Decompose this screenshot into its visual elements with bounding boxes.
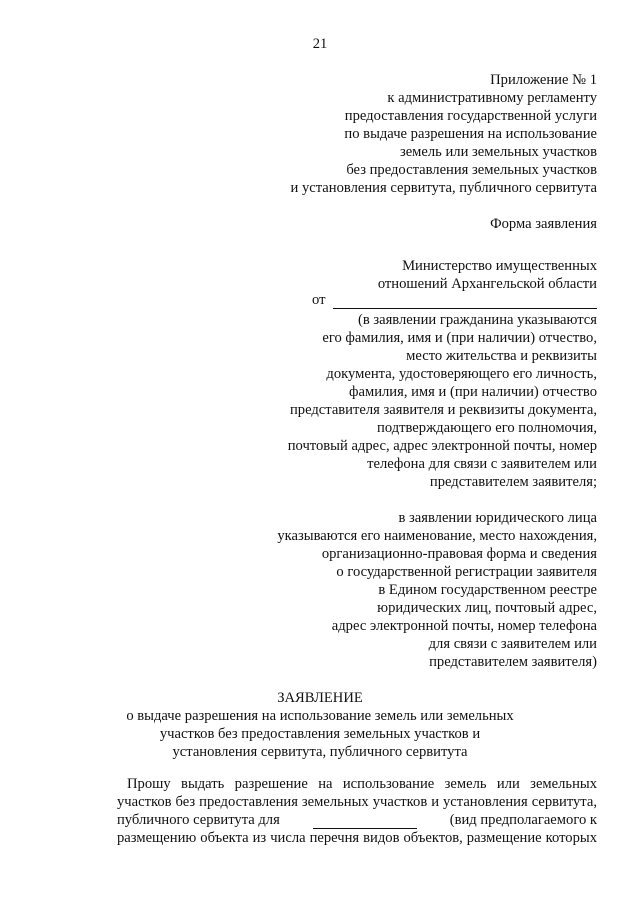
instruction-line: подтверждающего его полномочия, [377,420,597,436]
addressee-line: отношений Архангельской области [377,276,597,292]
instruction-line: указываются его наименование, место нахождения, [277,528,597,544]
subtitle-line: установления сервитута, публичного сервитута [172,744,468,760]
instruction-line: телефона для связи с заявителем или [367,456,597,472]
appendix-line: земель или земельных участков [399,144,597,160]
body-text: публичного сервитута для [117,812,280,828]
body-line [117,794,597,810]
document-title: ЗАЯВЛЕНИЕ [277,690,363,706]
instruction-line: организационно-правовая форма и сведения [321,546,597,562]
addressee-line: Министерство имущественных [402,258,597,274]
instruction-line: представителем заявителя; [429,474,597,490]
instruction-line: адрес электронной почты, номер телефона [331,618,597,634]
body-text: размещению объекта из числа перечня видов объектов, размещение которых [117,830,597,846]
instruction-line: представителя заявителя и реквизиты документа, [289,402,597,418]
body-text: Прошу выдать разрешение на использование земель или земельных [127,776,597,792]
instruction-line: юридических лиц, почтовый адрес, [377,600,597,616]
from-blank-line [333,292,597,309]
instruction-line: в заявлении юридического лица [398,510,597,526]
instruction-line: представителем заявителя) [429,654,597,670]
instruction-line: почтовый адрес, адрес электронной почты, номер [287,438,597,454]
body-text: (вид предполагаемого к [449,812,597,828]
subtitle-line: участков без предоставления земельных участков и [159,726,481,742]
instruction-line: фамилия, имя и (при наличии) отчество [349,384,597,400]
appendix-line: по выдаче разрешения на использование [344,126,597,142]
appendix-line: и установления сервитута, публичного сервитута [290,180,597,196]
instruction-line: место жительства и реквизиты [406,348,597,364]
body-line [117,830,597,846]
body-line [117,776,597,792]
instruction-line: (в заявлении гражданина указываются [357,312,597,328]
purpose-blank-field[interactable] [313,812,417,829]
appendix-line: предоставления государственной услуги [344,108,597,124]
appendix-line: без предоставления земельных участков [346,162,597,178]
body-text: участков без предоставления земельных участков и установления сервитута, [117,794,597,810]
appendix-line: к административному регламенту [387,90,597,106]
instruction-line: документа, удостоверяющего его личность, [326,366,597,382]
from-field[interactable] [312,292,597,309]
instruction-line: в Едином государственном реестре [378,582,597,598]
instruction-line: для связи с заявителем или [428,636,597,652]
appendix-line: Приложение № 1 [490,72,597,88]
instruction-line: его фамилия, имя и (при наличии) отчество, [322,330,597,346]
from-label: от [312,292,326,308]
subtitle-line: о выдаче разрешения на использование земель или земельных [126,708,514,724]
body-line [117,812,597,829]
page-number: 21 [312,36,328,52]
form-label: Форма заявления [490,216,597,232]
instruction-line: о государственной регистрации заявителя [336,564,597,580]
